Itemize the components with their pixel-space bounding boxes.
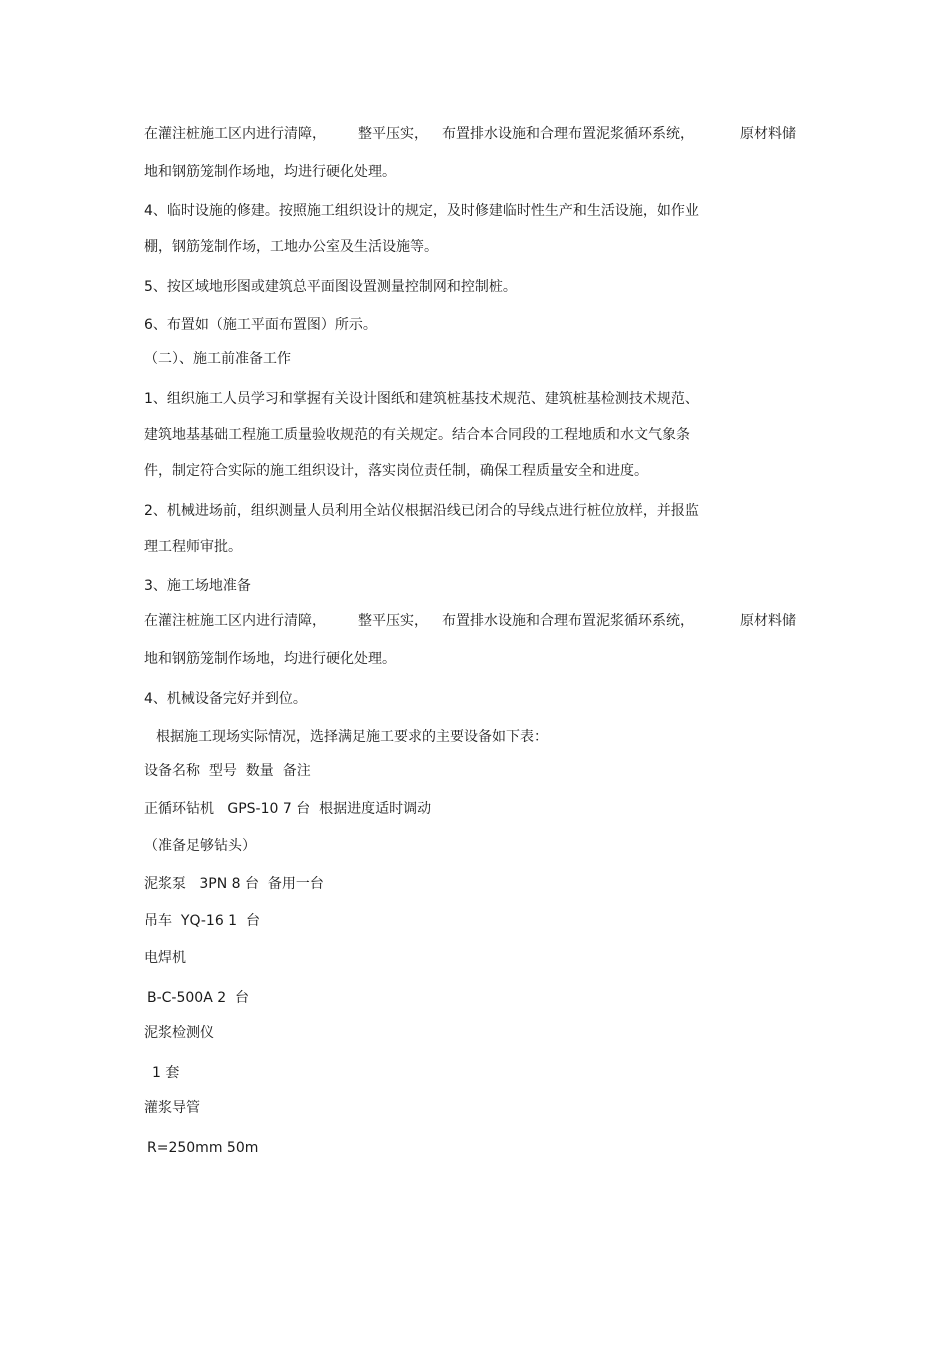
equipment-line: 正循环钻机 GPS-10 7 台 根据进度适时调动 bbox=[144, 801, 432, 817]
equipment-line: 灌浆导管 bbox=[144, 1100, 200, 1116]
p1-part-c: 布置排水设施和合理布置泥浆循环系统， bbox=[442, 126, 694, 142]
p1-part-d: 原材料储 bbox=[740, 126, 796, 142]
equipment-line: （准备足够钻头） bbox=[144, 838, 256, 854]
item4-line2: 棚，钢筋笼制作场，工地办公室及生活设施等。 bbox=[144, 239, 438, 255]
p2-part-a: 在灌注桩施工区内进行清障， bbox=[144, 613, 326, 629]
p2-part-d: 原材料储 bbox=[740, 613, 796, 629]
s2-item4: 4、机械设备完好并到位。 bbox=[144, 691, 307, 707]
item4-line1: 4、临时设施的修建。按照施工组织设计的规定，及时修建临时性生产和生活设施，如作业 bbox=[144, 203, 699, 219]
s2-item3: 3、施工场地准备 bbox=[144, 578, 251, 594]
s2-item2-line2: 理工程师审批。 bbox=[144, 539, 242, 555]
p1-line2: 地和钢筋笼制作场地，均进行硬化处理。 bbox=[144, 164, 396, 180]
section2-heading: （二）、施工前准备工作 bbox=[144, 351, 291, 367]
equipment-line: 1 套 bbox=[152, 1065, 180, 1081]
s2-item2-line1: 2、机械进场前，组织测量人员利用全站仪根据沿线已闭合的导线点进行桩位放样，并报监 bbox=[144, 503, 699, 519]
equipment-intro: 根据施工现场实际情况，选择满足施工要求的主要设备如下表： bbox=[156, 729, 548, 745]
s2-item1-line2: 建筑地基基础工程施工质量验收规范的有关规定。结合本合同段的工程地质和水文气象条 bbox=[144, 427, 690, 443]
equipment-line: B-C-500A 2 台 bbox=[147, 990, 250, 1006]
s2-item1-line1: 1、组织施工人员学习和掌握有关设计图纸和建筑桩基技术规范、建筑桩基检测技术规范、 bbox=[144, 391, 699, 407]
equipment-line: 泥浆检测仪 bbox=[144, 1025, 214, 1041]
equipment-line: R=250mm 50m bbox=[147, 1140, 259, 1156]
equipment-line: 泥浆泵 3PN 8 台 备用一台 bbox=[144, 876, 324, 892]
item6: 6、布置如（施工平面布置图）所示。 bbox=[144, 317, 377, 333]
p1-part-a: 在灌注桩施工区内进行清障， bbox=[144, 126, 326, 142]
item5: 5、按区域地形图或建筑总平面图设置测量控制网和控制桩。 bbox=[144, 279, 517, 295]
equipment-line: 吊车 YQ-16 1 台 bbox=[144, 913, 260, 929]
p2-part-b: 整平压实， bbox=[358, 613, 428, 629]
equipment-header: 设备名称 型号 数量 备注 bbox=[144, 763, 311, 779]
p1-part-b: 整平压实， bbox=[358, 126, 428, 142]
p2-part-c: 布置排水设施和合理布置泥浆循环系统， bbox=[442, 613, 694, 629]
p2-line2: 地和钢筋笼制作场地，均进行硬化处理。 bbox=[144, 651, 396, 667]
s2-item1-line3: 件，制定符合实际的施工组织设计，落实岗位责任制，确保工程质量安全和进度。 bbox=[144, 463, 648, 479]
equipment-line: 电焊机 bbox=[144, 950, 186, 966]
